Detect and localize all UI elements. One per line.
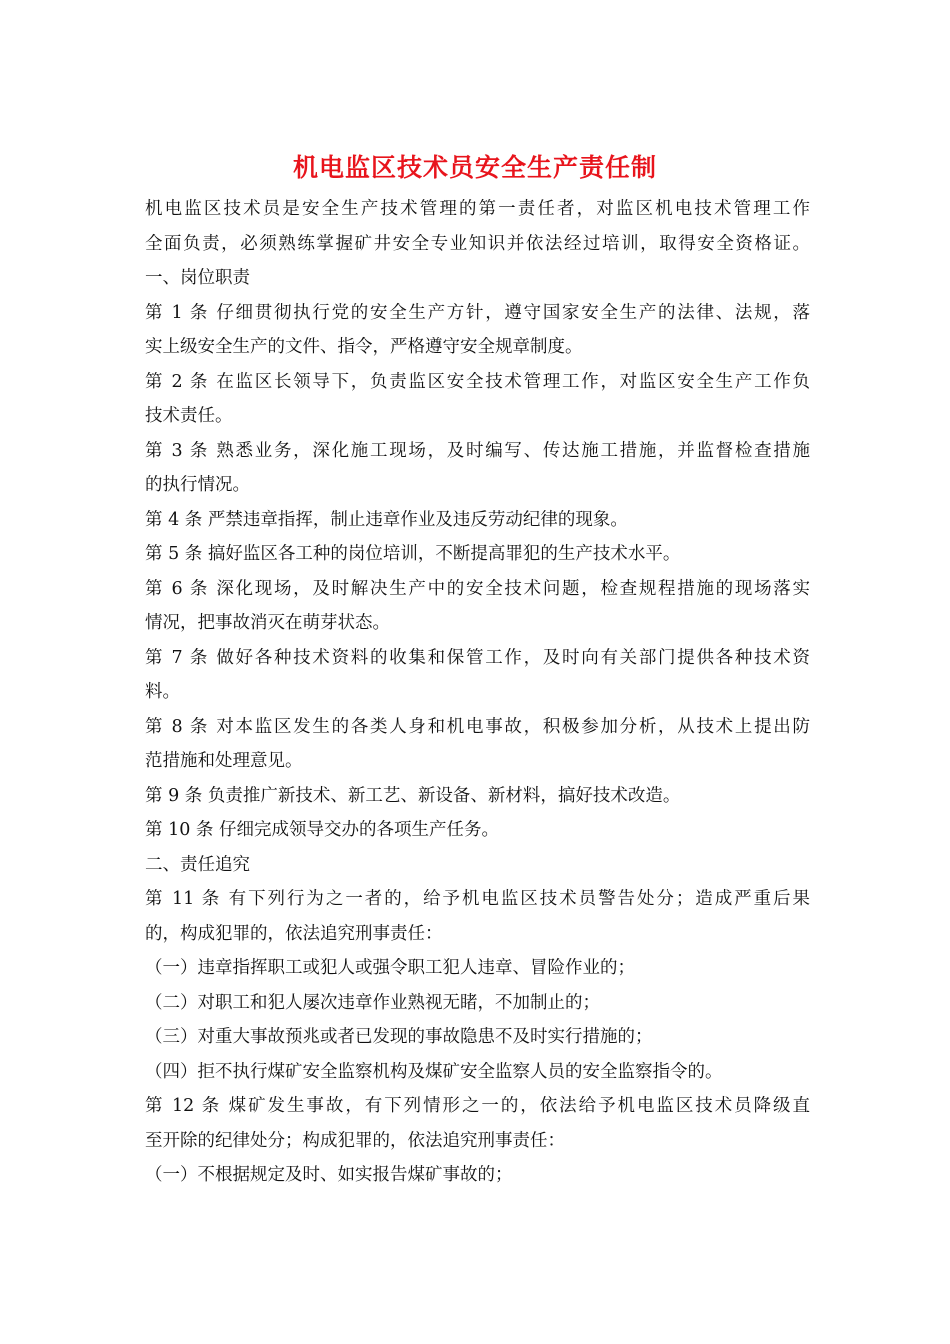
article-1-line-1: 第 1 条 仔细贯彻执行党的安全生产方针，遵守国家安全生产的法律、法规，落 — [145, 302, 810, 323]
article-5: 第 5 条 搞好监区各工种的岗位培训，不断提高罪犯的生产技术水平。 — [145, 544, 681, 564]
section-heading-accountability: 二、责任追究 — [145, 854, 250, 875]
article-1-line-2: 实上级安全生产的文件、指令，严格遵守安全规章制度。 — [145, 337, 583, 357]
article-2-line-2: 技术责任。 — [145, 406, 233, 426]
article-11-item-3: （三）对重大事故预兆或者已发现的事故隐患不及时实行措施的； — [145, 1027, 653, 1047]
article-11-line-1: 第 11 条 有下列行为之一者的，给予机电监区技术员警告处分；造成严重后果 — [145, 889, 810, 909]
article-6-line-1: 第 6 条 深化现场，及时解决生产中的安全技术问题，检查规程措施的现场落实 — [145, 578, 810, 599]
intro-line-2: 全面负责，必须熟练掌握矿井安全专业知识并依法经过培训，取得安全资格证。 — [145, 233, 810, 254]
article-4: 第 4 条 严禁违章指挥，制止违章作业及违反劳动纪律的现象。 — [145, 509, 628, 530]
section-heading-duties: 一、岗位职责 — [145, 268, 250, 288]
article-12-line-2: 至开除的纪律处分；构成犯罪的，依法追究刑事责任： — [145, 1130, 565, 1151]
article-7-line-2: 料。 — [145, 682, 180, 702]
article-11-item-4: （四）拒不执行煤矿安全监察机构及煤矿安全监察人员的安全监察指令的。 — [145, 1061, 723, 1082]
article-6-line-2: 情况，把事故消灭在萌芽状态。 — [145, 613, 390, 633]
article-3-line-1: 第 3 条 熟悉业务，深化施工现场，及时编写、传达施工措施，并监督检查措施 — [145, 440, 810, 461]
article-8-line-2: 范措施和处理意见。 — [145, 751, 303, 771]
document-body — [145, 192, 810, 1193]
article-8-line-1: 第 8 条 对本监区发生的各类人身和机电事故，积极参加分析，从技术上提出防 — [145, 716, 810, 737]
article-11-item-1: （一）违章指挥职工或犯人或强令职工犯人违章、冒险作业的； — [145, 958, 635, 978]
intro-line-1: 机电监区技术员是安全生产技术管理的第一责任者，对监区机电技术管理工作 — [145, 199, 810, 219]
article-7-line-1: 第 7 条 做好各种技术资料的收集和保管工作，及时向有关部门提供各种技术资 — [145, 647, 810, 668]
article-3-line-2: 的执行情况。 — [145, 475, 250, 495]
article-10: 第 10 条 仔细完成领导交办的各项生产任务。 — [145, 820, 499, 840]
article-11-line-2: 的，构成犯罪的，依法追究刑事责任： — [145, 923, 443, 944]
article-12-item-1: （一）不根据规定及时、如实报告煤矿事故的； — [145, 1165, 513, 1185]
article-9: 第 9 条 负责推广新技术、新工艺、新设备、新材料，搞好技术改造。 — [145, 785, 681, 806]
document-title: 机电监区技术员安全生产责任制 — [292, 153, 657, 182]
article-12-line-1: 第 12 条 煤矿发生事故，有下列情形之一的，依法给予机电监区技术员降级直 — [145, 1096, 810, 1116]
article-2-line-1: 第 2 条 在监区长领导下，负责监区安全技术管理工作，对监区安全生产工作负 — [145, 371, 810, 392]
article-11-item-2: （二）对职工和犯人屡次违章作业熟视无睹，不加制止的； — [145, 992, 600, 1013]
